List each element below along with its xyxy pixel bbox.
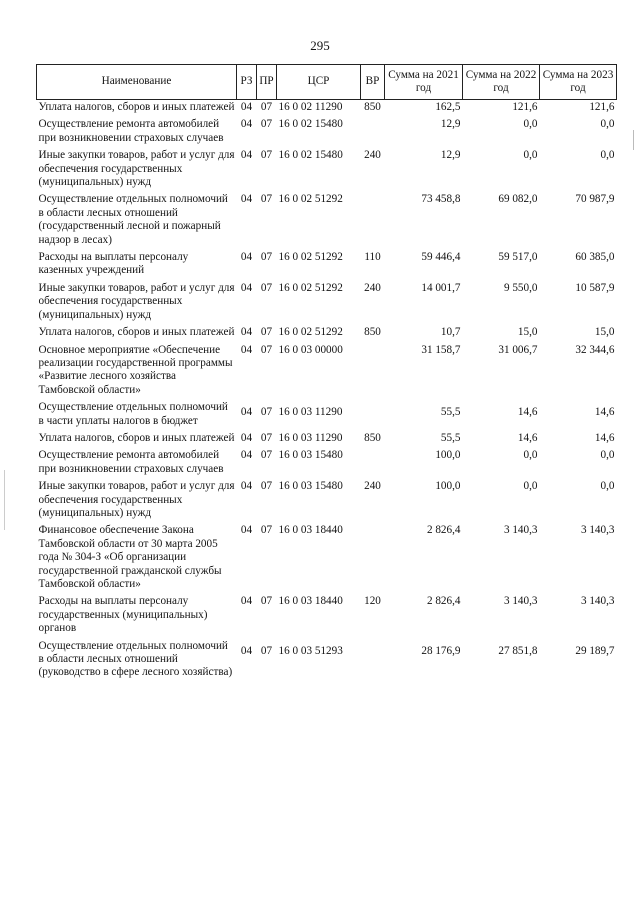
row-vr bbox=[361, 192, 385, 250]
row-vr: 850 bbox=[364, 326, 381, 339]
row-csr: 16 0 02 51292 bbox=[278, 251, 343, 264]
row-sum-2023: 0,0 bbox=[600, 118, 615, 131]
row-csr: 16 0 02 11290 bbox=[278, 101, 343, 113]
row-sum-2023: 70 987,9 bbox=[575, 193, 615, 206]
row-csr: 16 0 03 51293 bbox=[278, 644, 343, 657]
row-pr: 07 bbox=[260, 251, 273, 264]
row-name: Осуществление отдельных полномочий в области лесных отношений (руководство в сфере лесного хозяйства) bbox=[38, 639, 233, 679]
row-vr: 240 bbox=[364, 480, 381, 493]
row-sum-2022: 14,6 bbox=[517, 406, 538, 419]
header-pr: ПР bbox=[257, 65, 277, 100]
row-pr: 07 bbox=[260, 343, 273, 356]
row-sum-2022: 59 517,0 bbox=[498, 251, 538, 264]
row-rz: 04 bbox=[240, 251, 253, 264]
row-sum-2021: 12,9 bbox=[440, 149, 461, 162]
row-rz: 04 bbox=[240, 326, 253, 339]
row-sum-2021: 55,5 bbox=[440, 431, 461, 444]
row-csr: 16 0 02 51292 bbox=[278, 326, 343, 339]
row-name: Осуществление ремонта автомобилей при возникновении страховых случаев bbox=[38, 118, 224, 144]
row-pr: 07 bbox=[260, 449, 273, 462]
row-sum-2021: 59 446,4 bbox=[421, 251, 461, 264]
row-sum-2022: 31 006,7 bbox=[498, 343, 538, 356]
row-sum-2023: 29 189,7 bbox=[575, 644, 615, 657]
scan-margin-mark bbox=[633, 130, 634, 150]
row-sum-2021: 162,5 bbox=[435, 101, 461, 113]
row-name: Осуществление отдельных полномочий в области лесных отношений (государственный лесной и пожарный надзор в лесах) bbox=[38, 193, 228, 246]
table-body bbox=[37, 100, 617, 683]
row-sum-2021: 100,0 bbox=[435, 449, 461, 462]
row-rz: 04 bbox=[240, 449, 253, 462]
row-sum-2023: 0,0 bbox=[600, 149, 615, 162]
row-sum-2023: 0,0 bbox=[600, 480, 615, 493]
row-sum-2022: 3 140,3 bbox=[503, 595, 538, 608]
row-rz: 04 bbox=[240, 431, 253, 444]
row-name: Финансовое обеспечение Закона Тамбовской области от 30 марта 2005 года № 304-З «Об организации государственной гражданской службы Тамбовской области» bbox=[38, 524, 222, 590]
row-rz: 04 bbox=[240, 343, 253, 356]
row-pr: 07 bbox=[260, 480, 273, 493]
row-csr: 16 0 03 18440 bbox=[278, 595, 343, 608]
header-sum-2023: Сумма на 2023 год bbox=[540, 65, 617, 100]
page-number: 295 bbox=[310, 38, 330, 53]
row-sum-2022: 14,6 bbox=[517, 431, 538, 444]
row-name: Основное мероприятие «Обеспечение реализации государственной программы «Развитие лесного хозяйства Тамбовской области» bbox=[38, 343, 233, 396]
table-row bbox=[37, 281, 617, 325]
row-vr: 240 bbox=[364, 149, 381, 162]
row-sum-2023: 10 587,9 bbox=[575, 281, 615, 294]
table-row bbox=[37, 431, 617, 448]
row-vr bbox=[361, 639, 385, 683]
row-pr: 07 bbox=[260, 595, 273, 608]
row-name: Уплата налогов, сборов и иных платежей bbox=[38, 101, 235, 113]
table-row bbox=[37, 594, 617, 638]
table-row bbox=[37, 639, 617, 683]
row-sum-2021: 2 826,4 bbox=[426, 524, 461, 537]
row-sum-2023: 3 140,3 bbox=[580, 595, 615, 608]
row-sum-2023: 32 344,6 bbox=[575, 343, 615, 356]
row-name: Иные закупки товаров, работ и услуг для обеспечения государственных (муниципальных) нужд bbox=[38, 480, 235, 519]
table-row bbox=[37, 325, 617, 342]
header-row bbox=[37, 65, 617, 100]
row-csr: 16 0 03 15480 bbox=[278, 449, 343, 462]
row-name: Иные закупки товаров, работ и услуг для обеспечения государственных (муниципальных) нужд bbox=[38, 281, 235, 321]
row-csr: 16 0 02 15480 bbox=[278, 149, 343, 162]
row-sum-2021: 31 158,7 bbox=[421, 343, 461, 356]
row-rz: 04 bbox=[240, 149, 253, 162]
row-sum-2022: 121,6 bbox=[512, 101, 538, 113]
row-vr: 850 bbox=[364, 431, 381, 444]
row-pr: 07 bbox=[260, 193, 273, 206]
row-vr: 110 bbox=[364, 251, 381, 264]
row-sum-2023: 15,0 bbox=[594, 326, 615, 339]
header-name: Наименование bbox=[37, 65, 237, 100]
table-row bbox=[37, 448, 617, 479]
row-rz: 04 bbox=[240, 595, 253, 608]
row-rz: 04 bbox=[240, 480, 253, 493]
row-csr: 16 0 03 15480 bbox=[278, 480, 343, 493]
row-sum-2022: 3 140,3 bbox=[503, 524, 538, 537]
table-row bbox=[37, 250, 617, 281]
table-row bbox=[37, 400, 617, 431]
row-csr: 16 0 03 11290 bbox=[278, 431, 343, 444]
row-pr: 07 bbox=[260, 431, 273, 444]
row-sum-2021: 10,7 bbox=[440, 326, 461, 339]
header-vr: ВР bbox=[361, 65, 385, 100]
row-name: Иные закупки товаров, работ и услуг для обеспечения государственных (муниципальных) нужд bbox=[38, 149, 235, 189]
row-sum-2021: 73 458,8 bbox=[421, 193, 461, 206]
row-vr: 850 bbox=[364, 101, 381, 113]
row-sum-2023: 14,6 bbox=[594, 431, 615, 444]
header-rz: РЗ bbox=[237, 65, 257, 100]
row-sum-2022: 27 851,8 bbox=[498, 644, 538, 657]
row-sum-2023: 14,6 bbox=[594, 406, 615, 419]
table-row bbox=[37, 100, 617, 118]
row-name: Осуществление ремонта автомобилей при возникновении страховых случаев bbox=[38, 449, 224, 475]
row-rz: 04 bbox=[240, 406, 253, 419]
row-pr: 07 bbox=[260, 281, 273, 294]
row-sum-2021: 14 001,7 bbox=[421, 281, 461, 294]
table-row bbox=[37, 148, 617, 192]
row-vr: 240 bbox=[364, 281, 381, 294]
row-name: Расходы на выплаты персоналу государственных (муниципальных) органов bbox=[38, 595, 208, 635]
row-rz: 04 bbox=[240, 644, 253, 657]
row-rz: 04 bbox=[240, 524, 253, 537]
row-vr bbox=[361, 523, 385, 594]
row-vr bbox=[361, 400, 385, 431]
row-sum-2022: 0,0 bbox=[523, 480, 538, 493]
header-sum-2022: Сумма на 2022 год bbox=[463, 65, 540, 100]
row-rz: 04 bbox=[240, 193, 253, 206]
row-pr: 07 bbox=[260, 406, 273, 419]
row-name: Осуществление отдельных полномочий в части уплаты налогов в бюджет bbox=[38, 401, 228, 427]
header-csr: ЦСР bbox=[277, 65, 361, 100]
row-csr: 16 0 02 15480 bbox=[278, 118, 343, 131]
table-row bbox=[37, 479, 617, 523]
row-csr: 16 0 03 11290 bbox=[278, 406, 343, 419]
row-csr: 16 0 03 00000 bbox=[278, 343, 343, 356]
row-sum-2022: 0,0 bbox=[523, 149, 538, 162]
row-pr: 07 bbox=[260, 524, 273, 537]
row-vr: 120 bbox=[364, 595, 381, 608]
row-csr: 16 0 03 18440 bbox=[278, 524, 343, 537]
budget-table bbox=[36, 64, 617, 683]
row-pr: 07 bbox=[260, 644, 273, 657]
row-rz: 04 bbox=[240, 281, 253, 294]
row-pr: 07 bbox=[260, 326, 273, 339]
row-rz: 04 bbox=[240, 118, 253, 131]
row-sum-2021: 100,0 bbox=[435, 480, 461, 493]
row-sum-2023: 60 385,0 bbox=[575, 251, 615, 264]
row-vr bbox=[361, 343, 385, 401]
row-vr bbox=[361, 448, 385, 479]
row-name: Расходы на выплаты персоналу казенных учреждений bbox=[38, 251, 189, 277]
row-pr: 07 bbox=[260, 149, 273, 162]
row-sum-2022: 9 550,0 bbox=[503, 281, 538, 294]
table-row bbox=[37, 343, 617, 401]
row-pr: 07 bbox=[260, 101, 273, 113]
row-vr bbox=[361, 117, 385, 148]
row-sum-2022: 69 082,0 bbox=[498, 193, 538, 206]
row-sum-2023: 121,6 bbox=[589, 101, 615, 113]
table-row bbox=[37, 523, 617, 594]
header-sum-2021: Сумма на 2021 год bbox=[385, 65, 463, 100]
row-sum-2022: 15,0 bbox=[517, 326, 538, 339]
row-sum-2021: 12,9 bbox=[440, 118, 461, 131]
row-pr: 07 bbox=[260, 118, 273, 131]
row-name: Уплата налогов, сборов и иных платежей bbox=[38, 326, 235, 339]
row-sum-2022: 0,0 bbox=[523, 449, 538, 462]
table-row bbox=[37, 192, 617, 250]
row-sum-2021: 55,5 bbox=[440, 406, 461, 419]
row-sum-2021: 28 176,9 bbox=[421, 644, 461, 657]
row-rz: 04 bbox=[240, 101, 253, 113]
row-csr: 16 0 02 51292 bbox=[278, 281, 343, 294]
row-csr: 16 0 02 51292 bbox=[278, 193, 343, 206]
row-name: Уплата налогов, сборов и иных платежей bbox=[38, 431, 235, 444]
table-row bbox=[37, 117, 617, 148]
row-sum-2023: 0,0 bbox=[600, 449, 615, 462]
scan-margin-mark bbox=[4, 470, 5, 530]
row-sum-2021: 2 826,4 bbox=[426, 595, 461, 608]
row-sum-2023: 3 140,3 bbox=[580, 524, 615, 537]
row-sum-2022: 0,0 bbox=[523, 118, 538, 131]
